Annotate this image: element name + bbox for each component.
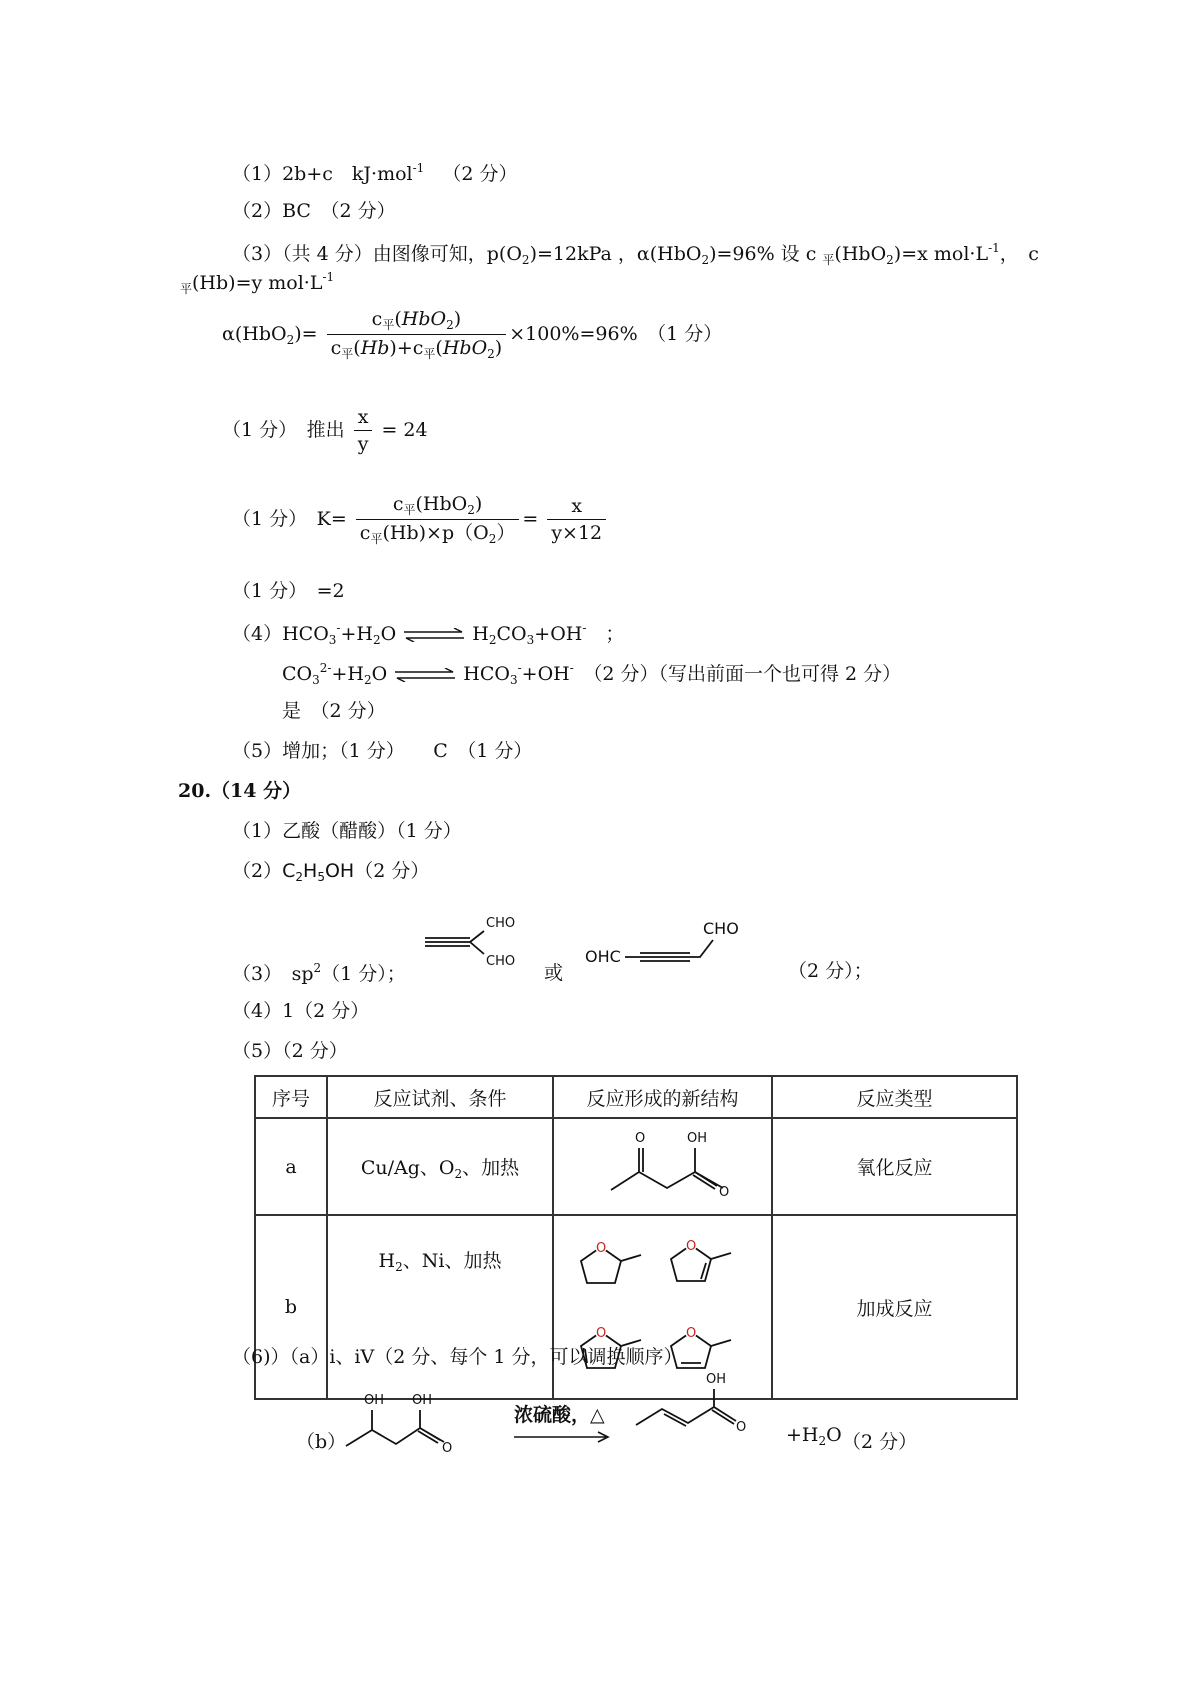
svg-text:O: O (442, 1441, 453, 1456)
hydroxybutanoic-acid-structure (340, 1380, 460, 1462)
or-label: 或 (544, 962, 564, 984)
q20-part6a: （6)）（a）i、iV（2 分、每个 1 分，可以调换顺序） (232, 1346, 683, 1368)
q19-part3-cont: $_平$(Hb)=y $mol\cdot L^{-1}$ (180, 270, 335, 296)
table-cell-conditions: Cu/Ag、$O_2$、加热 (327, 1118, 553, 1215)
q19-part4-line1: $(4)HCO_3^-+H_2O$ $H_2CO_3+OH^-$ ； (232, 621, 625, 647)
alpha-fraction: $\frac{c_平(HbO_2)}{c_平(Hb)+c_平(HbO_2)}$ (327, 310, 507, 360)
q20-part1: （1）乙酸（醋酸）（1 分） (232, 820, 462, 842)
table-header-row (255, 1076, 1017, 1118)
svg-text:OH: OH (686, 1131, 707, 1146)
svg-text:O: O (595, 1326, 606, 1341)
equilibrium-arrow-icon (393, 668, 457, 682)
reaction-condition-label: 浓硫酸，△ (514, 1404, 605, 1426)
q20-part3: （3） $sp^2(1$ 分）； (232, 961, 406, 985)
q19-part4-line2: $CO_3^{2-}+H_2O$ $HCO_3^-+OH^-$ （2 分）（写出前面一个也可得 2 分） (282, 661, 902, 687)
svg-text:O: O (736, 1420, 747, 1435)
alkyne-dialdehyde-structure-1 (420, 905, 530, 977)
q20-part2: $(2)C_2H_5OH(2$ 分） (232, 860, 430, 884)
table-cell-id: b (255, 1215, 327, 1399)
table-header-cell: 反应形成的新结构 (553, 1076, 772, 1118)
q20-part3-score: （2 分）； (788, 960, 873, 982)
reaction-arrow-icon (512, 1430, 612, 1444)
svg-text:O: O (685, 1326, 696, 1341)
q20-header: 20.（14 分） (178, 780, 302, 802)
q20-part4: （4）1（2 分） (232, 1000, 370, 1022)
water-product: $+H_2O$ (786, 1424, 842, 1448)
table-cell-id: a (255, 1118, 327, 1215)
svg-text:O: O (718, 1185, 729, 1200)
svg-text:O: O (685, 1239, 696, 1254)
table-cell-type: 加成反应 (772, 1215, 1017, 1399)
svg-text:CHO: CHO (703, 919, 739, 938)
table-row (255, 1118, 1017, 1215)
table-cell-structure (553, 1118, 772, 1215)
svg-text:OH: OH (706, 1372, 727, 1387)
equilibrium-arrow-icon (402, 628, 466, 642)
k-result: （1 分） =2 (232, 580, 345, 602)
svg-text:OH: OH (364, 1393, 385, 1408)
svg-text:O: O (634, 1131, 645, 1146)
q19-part1: （1）2b+c kJ·mol$^{-1}$ （2 分） (232, 161, 518, 185)
table-header-cell: 序号 (255, 1076, 327, 1118)
svg-text:OHC: OHC (585, 947, 621, 966)
q19-part4-line3: 是 （2 分） (282, 700, 386, 722)
svg-text:O: O (595, 1241, 606, 1256)
ratio-line: （1 分） 推出 $\frac{x}{y}$ = 24 (222, 406, 428, 455)
crotonic-acid-structure (630, 1365, 750, 1447)
q20-part6b-label: （b） (296, 1431, 347, 1453)
q20-part6b-score: （2 分） (842, 1431, 918, 1453)
svg-text:CHO: CHO (486, 954, 516, 969)
svg-text:CHO: CHO (486, 916, 516, 931)
svg-text:OH: OH (412, 1393, 433, 1408)
ketoacid-structure (583, 1120, 743, 1208)
alkyne-dialdehyde-structure-2 (585, 915, 750, 975)
q20-part5: （5）（2 分） (232, 1040, 348, 1062)
alpha-equation: α(HbO$_2$)= $\frac{c_平(HbO_2)}{c_平(Hb)+c_平(HbO_2)}$ ×100%=96% （1 分） (222, 308, 723, 361)
table-cell-conditions: $H_2$、Ni、加热 (327, 1215, 553, 1399)
q19-part2: （2）BC （2 分） (232, 200, 396, 222)
table-cell-type: 氧化反应 (772, 1118, 1017, 1215)
table-header-cell: 反应类型 (772, 1076, 1017, 1118)
q19-part3-intro: （3）（共 4 分）由图像可知，$p(O_2)=12kPa$ ，α(HbO$_2$)=96% 设 c $_平$(HbO$_2$)=x $mol\cdot L^{-1}$， c (232, 241, 1039, 267)
q19-part5: （5）增加；（1 分） C （1 分） (232, 740, 533, 762)
k-equation: （1 分） K= $\frac{c_平(HbO_2)}{c_平(Hb)\times p(O_2)}$ = $\frac{x}{y\times 12}$ (232, 495, 609, 545)
table-header-cell: 反应试剂、条件 (327, 1076, 553, 1118)
